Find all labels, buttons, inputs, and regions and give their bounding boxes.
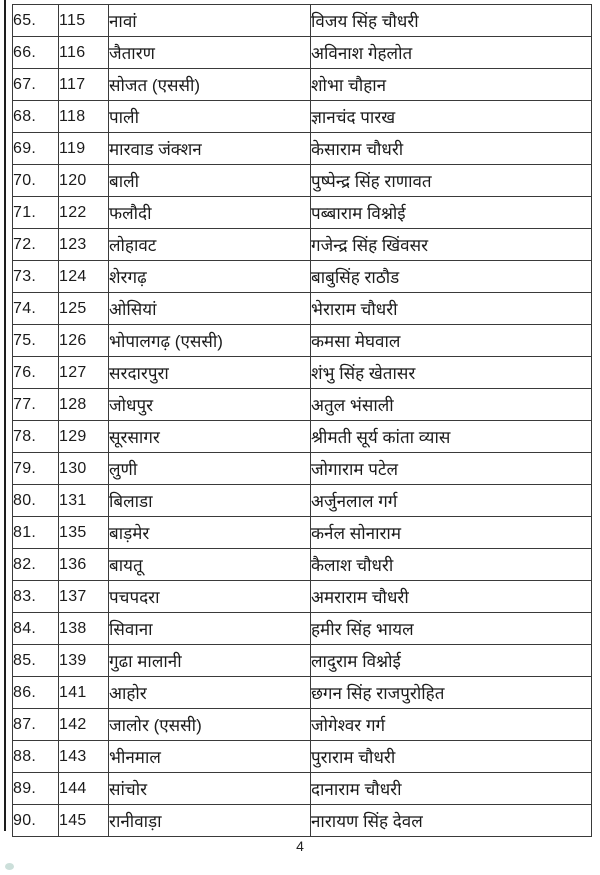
- scan-artifact: [5, 863, 14, 870]
- constituency-name-cell: रानीवाड़ा: [109, 805, 311, 837]
- candidate-name-cell: कैलाश चौधरी: [311, 549, 592, 581]
- candidate-name-cell: पुराराम चौधरी: [311, 741, 592, 773]
- candidate-name-cell: भेराराम चौधरी: [311, 293, 592, 325]
- serial-number-cell: 76.: [13, 357, 59, 389]
- constituency-code-cell: 135: [59, 517, 109, 549]
- candidate-name-cell: जोगेश्वर गर्ग: [311, 709, 592, 741]
- constituency-code-cell: 129: [59, 421, 109, 453]
- candidate-name-cell: ज्ञानचंद पारख: [311, 101, 592, 133]
- constituency-code-cell: 144: [59, 773, 109, 805]
- table-row: [13, 581, 592, 613]
- page-number: 4: [296, 838, 304, 854]
- constituency-code-cell: 136: [59, 549, 109, 581]
- constituency-code-cell: 145: [59, 805, 109, 837]
- candidate-name-cell: पब्बाराम विश्नोई: [311, 197, 592, 229]
- serial-number-cell: 69.: [13, 133, 59, 165]
- table-row: [13, 133, 592, 165]
- candidate-name-cell: केसाराम चौधरी: [311, 133, 592, 165]
- constituency-name-cell: बायतू: [109, 549, 311, 581]
- serial-number-cell: 81.: [13, 517, 59, 549]
- table-row: [13, 677, 592, 709]
- serial-number-cell: 67.: [13, 69, 59, 101]
- serial-number-cell: 75.: [13, 325, 59, 357]
- constituency-name-cell: पाली: [109, 101, 311, 133]
- constituency-name-cell: बिलाडा: [109, 485, 311, 517]
- constituency-name-cell: जोधपुर: [109, 389, 311, 421]
- constituency-name-cell: जैतारण: [109, 37, 311, 69]
- serial-number-cell: 88.: [13, 741, 59, 773]
- table-row: [13, 741, 592, 773]
- serial-number-cell: 84.: [13, 613, 59, 645]
- constituency-code-cell: 115: [59, 5, 109, 37]
- serial-number-cell: 89.: [13, 773, 59, 805]
- serial-number-cell: 66.: [13, 37, 59, 69]
- table-row: [13, 69, 592, 101]
- constituency-code-cell: 122: [59, 197, 109, 229]
- candidate-name-cell: गजेन्द्र सिंह खिंवसर: [311, 229, 592, 261]
- constituency-code-cell: 119: [59, 133, 109, 165]
- table-row: [13, 421, 592, 453]
- constituency-code-cell: 138: [59, 613, 109, 645]
- constituency-code-cell: 117: [59, 69, 109, 101]
- constituency-name-cell: फलौदी: [109, 197, 311, 229]
- constituency-name-cell: सांचोर: [109, 773, 311, 805]
- serial-number-cell: 85.: [13, 645, 59, 677]
- constituency-code-cell: 127: [59, 357, 109, 389]
- constituency-code-cell: 123: [59, 229, 109, 261]
- constituency-code-cell: 118: [59, 101, 109, 133]
- constituency-name-cell: नावां: [109, 5, 311, 37]
- constituency-name-cell: मारवाड जंक्शन: [109, 133, 311, 165]
- candidate-name-cell: हमीर सिंह भायल: [311, 613, 592, 645]
- serial-number-cell: 65.: [13, 5, 59, 37]
- table-row: [13, 773, 592, 805]
- constituency-name-cell: लुणी: [109, 453, 311, 485]
- serial-number-cell: 77.: [13, 389, 59, 421]
- serial-number-cell: 83.: [13, 581, 59, 613]
- constituency-name-cell: भोपालगढ़ (एससी): [109, 325, 311, 357]
- table-body: [13, 5, 592, 837]
- constituency-name-cell: सूरसागर: [109, 421, 311, 453]
- constituency-code-cell: 139: [59, 645, 109, 677]
- table-row: [13, 261, 592, 293]
- serial-number-cell: 72.: [13, 229, 59, 261]
- table-row: [13, 165, 592, 197]
- table-row: [13, 453, 592, 485]
- constituency-name-cell: सरदारपुरा: [109, 357, 311, 389]
- table-row: [13, 517, 592, 549]
- candidate-list-table: [12, 4, 592, 837]
- table-row: [13, 229, 592, 261]
- constituency-name-cell: शेरगढ़: [109, 261, 311, 293]
- candidate-name-cell: जोगाराम पटेल: [311, 453, 592, 485]
- candidate-name-cell: अविनाश गेहलोत: [311, 37, 592, 69]
- constituency-name-cell: गुढा मालानी: [109, 645, 311, 677]
- serial-number-cell: 82.: [13, 549, 59, 581]
- table-row: [13, 485, 592, 517]
- candidate-name-cell: श्रीमती सूर्य कांता व्यास: [311, 421, 592, 453]
- table-row: [13, 389, 592, 421]
- constituency-code-cell: 128: [59, 389, 109, 421]
- serial-number-cell: 87.: [13, 709, 59, 741]
- candidate-name-cell: दानाराम चौधरी: [311, 773, 592, 805]
- serial-number-cell: 78.: [13, 421, 59, 453]
- serial-number-cell: 73.: [13, 261, 59, 293]
- constituency-code-cell: 130: [59, 453, 109, 485]
- serial-number-cell: 71.: [13, 197, 59, 229]
- table-row: [13, 645, 592, 677]
- candidate-name-cell: शंभु सिंह खेतासर: [311, 357, 592, 389]
- candidate-name-cell: पुष्पेन्द्र सिंह राणावत: [311, 165, 592, 197]
- page-edge-scan-line: [4, 0, 6, 831]
- table-row: [13, 325, 592, 357]
- candidate-name-cell: छगन सिंह राजपुरोहित: [311, 677, 592, 709]
- table-row: [13, 293, 592, 325]
- table-row: [13, 709, 592, 741]
- constituency-code-cell: 120: [59, 165, 109, 197]
- serial-number-cell: 74.: [13, 293, 59, 325]
- constituency-code-cell: 141: [59, 677, 109, 709]
- candidate-name-cell: लादुराम विश्नोई: [311, 645, 592, 677]
- table-row: [13, 613, 592, 645]
- constituency-code-cell: 126: [59, 325, 109, 357]
- candidate-name-cell: अतुल भंसाली: [311, 389, 592, 421]
- candidate-name-cell: विजय सिंह चौधरी: [311, 5, 592, 37]
- serial-number-cell: 68.: [13, 101, 59, 133]
- candidate-name-cell: अमराराम चौधरी: [311, 581, 592, 613]
- constituency-code-cell: 142: [59, 709, 109, 741]
- candidate-name-cell: कमसा मेघवाल: [311, 325, 592, 357]
- constituency-name-cell: सोजत (एससी): [109, 69, 311, 101]
- candidate-name-cell: नारायण सिंह देवल: [311, 805, 592, 837]
- constituency-code-cell: 124: [59, 261, 109, 293]
- constituency-name-cell: जालोर (एससी): [109, 709, 311, 741]
- table-row: [13, 5, 592, 37]
- table-row: [13, 101, 592, 133]
- constituency-name-cell: भीनमाल: [109, 741, 311, 773]
- constituency-code-cell: 131: [59, 485, 109, 517]
- constituency-name-cell: पचपदरा: [109, 581, 311, 613]
- constituency-name-cell: ओसियां: [109, 293, 311, 325]
- candidate-name-cell: अर्जुनलाल गर्ग: [311, 485, 592, 517]
- constituency-name-cell: बाली: [109, 165, 311, 197]
- constituency-code-cell: 125: [59, 293, 109, 325]
- constituency-code-cell: 143: [59, 741, 109, 773]
- constituency-name-cell: आहोर: [109, 677, 311, 709]
- serial-number-cell: 90.: [13, 805, 59, 837]
- serial-number-cell: 80.: [13, 485, 59, 517]
- table-row: [13, 357, 592, 389]
- table-row: [13, 549, 592, 581]
- candidate-name-cell: बाबुसिंह राठौड: [311, 261, 592, 293]
- table-row: [13, 197, 592, 229]
- constituency-name-cell: बाड़मेर: [109, 517, 311, 549]
- serial-number-cell: 79.: [13, 453, 59, 485]
- table-row: [13, 37, 592, 69]
- table-row: [13, 805, 592, 837]
- constituency-code-cell: 137: [59, 581, 109, 613]
- candidate-name-cell: कर्नल सोनाराम: [311, 517, 592, 549]
- constituency-name-cell: सिवाना: [109, 613, 311, 645]
- constituency-name-cell: लोहावट: [109, 229, 311, 261]
- constituency-code-cell: 116: [59, 37, 109, 69]
- candidate-name-cell: शोभा चौहान: [311, 69, 592, 101]
- serial-number-cell: 70.: [13, 165, 59, 197]
- serial-number-cell: 86.: [13, 677, 59, 709]
